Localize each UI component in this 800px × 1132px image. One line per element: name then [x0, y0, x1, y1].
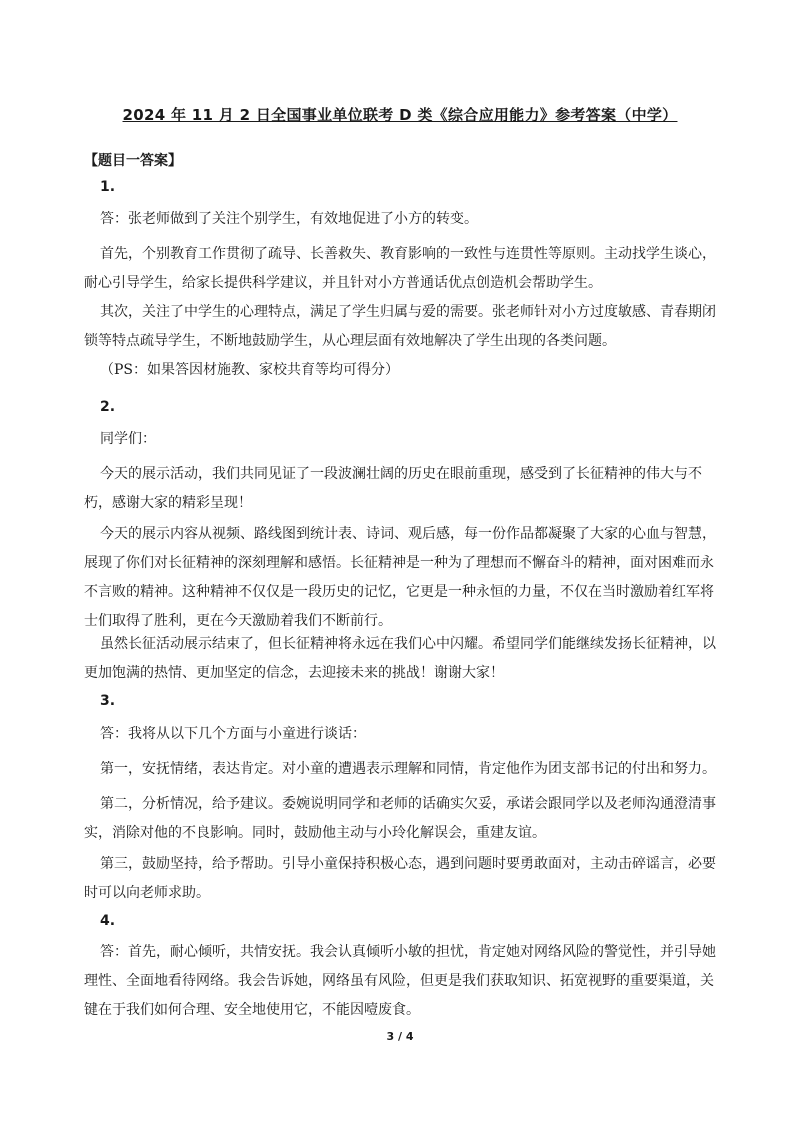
q1-answer: 答：张老师做到了关注个别学生，有效地促进了小方的转变。: [100, 211, 478, 227]
question-number-4: 4.: [100, 913, 116, 929]
q2-greeting: 同学们：: [100, 431, 156, 447]
q3-paragraph-2: 第二，分析情况，给予建议。委婉说明同学和老师的话确实欠妥，承诺会跟同学以及老师沟通澄清事实，消除对他的不良影响。同时，鼓励他主动与小玲化解误会，重建友谊。: [84, 796, 716, 841]
q2-paragraph-2: 今天的展示内容从视频、路线图到统计表、诗词、观后感，每一份作品都凝聚了大家的心血与智慧，展现了你们对长征精神的深刻理解和感悟。长征精神是一种为了理想而不懈奋斗的精神，面对困难而永不言败的精神。这种精神不仅仅是一段历史的记忆，它更是一种永恒的力量，不仅在当时激励着红军将士们取得了胜利，更在今天激励着我们不断前行。: [84, 526, 716, 629]
section-heading: 【题目一答案】: [84, 153, 182, 169]
q4-answer: 答：首先，耐心倾听，共情安抚。我会认真倾听小敏的担忧，肯定她对网络风险的警觉性，并引导她理性、全面地看待网络。我会告诉她，网络虽有风险，但更是我们获取知识、拓宽视野的重要渠道，关键在于我们如何合理、安全地使用它，不能因噎废食。: [84, 944, 716, 1018]
q3-answer: 答：我将从以下几个方面与小童进行谈话：: [100, 726, 366, 742]
question-number-1: 1.: [100, 179, 116, 195]
question-number-2: 2.: [100, 399, 116, 415]
document-title: 2024 年 11 月 2 日全国事业单位联考 D 类《综合应用能力》参考答案（中学）: [122, 106, 678, 124]
q1-note: （PS：如果答因材施教、家校共育等均可得分）: [100, 362, 400, 378]
q2-paragraph-1: 今天的展示活动，我们共同见证了一段波澜壮阔的历史在眼前重现，感受到了长征精神的伟大与不朽，感谢大家的精彩呈现！: [84, 466, 702, 511]
page-number: 3 / 4: [386, 1030, 414, 1043]
q3-paragraph-3: 第三，鼓励坚持，给予帮助。引导小童保持积极心态，遇到问题时要勇敢面对，主动击碎谣言，必要时可以向老师求助。: [84, 856, 716, 901]
q1-paragraph-2: 其次，关注了中学生的心理特点，满足了学生归属与爱的需要。张老师针对小方过度敏感、青春期闭锁等特点疏导学生，不断地鼓励学生，从心理层面有效地解决了学生出现的各类问题。: [84, 304, 716, 349]
q1-paragraph-1: 首先，个别教育工作贯彻了疏导、长善救失、教育影响的一致性与连贯性等原则。主动找学生谈心，耐心引导学生，给家长提供科学建议，并且针对小方普通话优点创造机会帮助学生。: [84, 246, 716, 291]
question-number-3: 3.: [100, 693, 116, 709]
q3-paragraph-1: 第一，安抚情绪，表达肯定。对小童的遭遇表示理解和同情，肯定他作为团支部书记的付出和努力。: [100, 761, 716, 777]
q2-paragraph-3: 虽然长征活动展示结束了，但长征精神将永远在我们心中闪耀。希望同学们能继续发扬长征精神，以更加饱满的热情、更加坚定的信念，去迎接未来的挑战！谢谢大家！: [84, 636, 716, 681]
